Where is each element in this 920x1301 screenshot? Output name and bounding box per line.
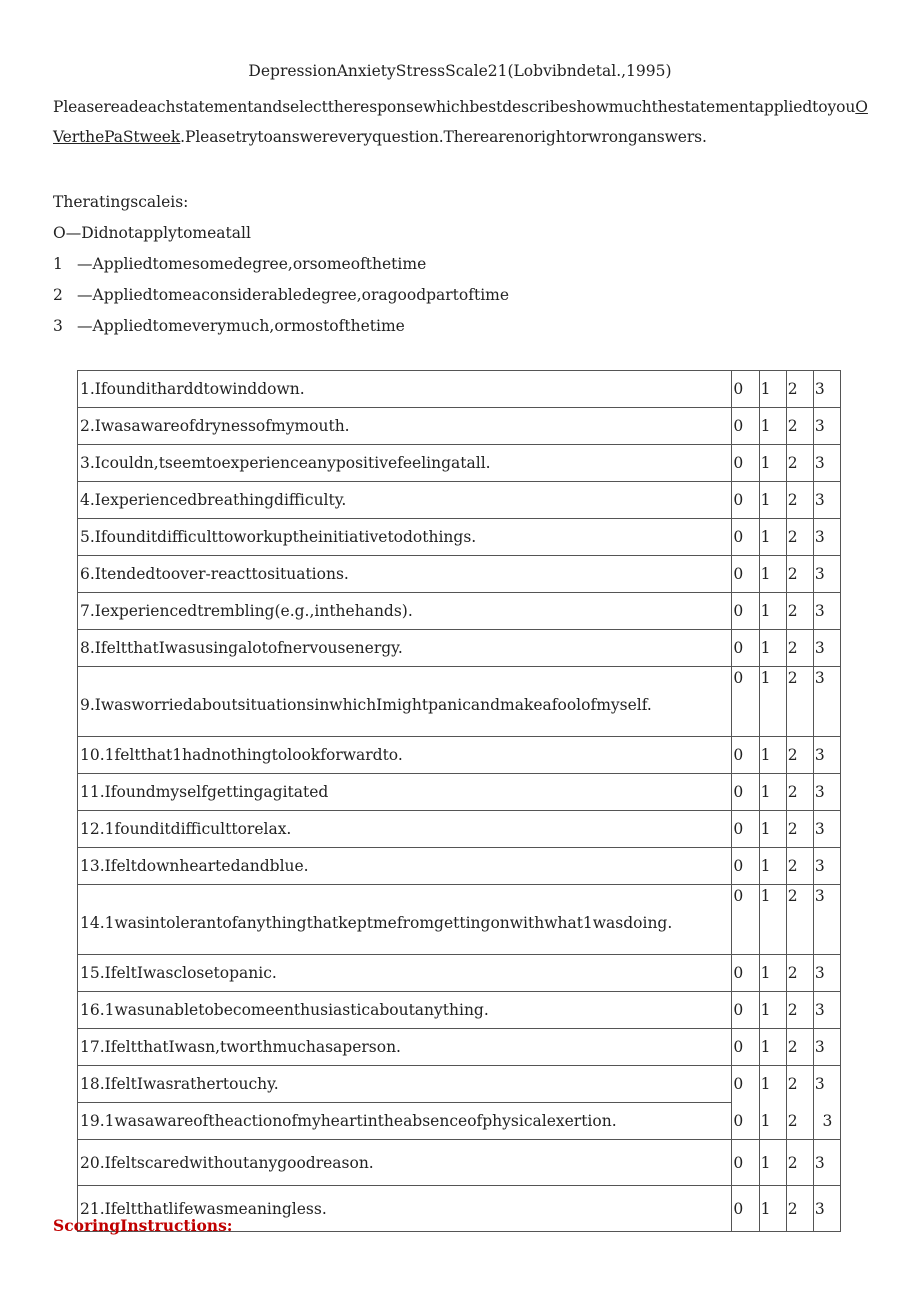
table-row <box>78 371 841 408</box>
option-0[interactable]: 0 <box>732 408 759 445</box>
item-text: 18.IfeltIwasrathertouchy. <box>78 1066 732 1103</box>
table-row <box>78 556 841 593</box>
option-3[interactable]: 3 <box>813 482 840 519</box>
option-2[interactable]: 2 <box>786 593 813 630</box>
option-3[interactable]: 3 <box>813 519 840 556</box>
option-2[interactable]: 2 <box>786 1029 813 1066</box>
rating-level-num: 2 <box>53 286 63 304</box>
option-2[interactable]: 2 <box>786 667 813 737</box>
option-1[interactable]: 1 <box>759 992 786 1029</box>
table-row <box>78 445 841 482</box>
table-row <box>78 1103 841 1140</box>
option-1[interactable]: 1 <box>759 885 786 955</box>
item-text: 8.IfeltthatIwasusingalotofnervousenergy. <box>78 630 732 667</box>
option-2[interactable]: 2 <box>786 737 813 774</box>
option-1[interactable]: 1 <box>759 1140 786 1186</box>
option-2[interactable]: 2 <box>786 482 813 519</box>
option-0[interactable]: 0 <box>732 774 759 811</box>
option-1[interactable]: 1 <box>759 737 786 774</box>
option-1[interactable]: 1 <box>759 1186 786 1232</box>
option-0[interactable]: 0 <box>732 519 759 556</box>
option-0[interactable]: 0 <box>732 811 759 848</box>
rating-level-2 <box>53 286 509 304</box>
option-2[interactable]: 2 <box>786 848 813 885</box>
rating-level-3 <box>53 317 405 335</box>
option-0[interactable]: 0 <box>732 445 759 482</box>
table-row <box>78 1140 841 1186</box>
option-0[interactable]: 0 <box>732 885 759 955</box>
option-1[interactable]: 1 <box>759 1103 786 1140</box>
table-row <box>78 848 841 885</box>
option-3[interactable]: 3 <box>813 885 840 955</box>
option-2[interactable]: 2 <box>786 445 813 482</box>
option-0[interactable]: 0 <box>732 482 759 519</box>
option-1[interactable]: 1 <box>759 811 786 848</box>
table-row <box>78 811 841 848</box>
item-text: 10.1feltthat1hadnothingtolookforwardto. <box>78 737 732 774</box>
option-3[interactable]: 3 <box>813 556 840 593</box>
option-1[interactable]: 1 <box>759 1066 786 1103</box>
option-0[interactable]: 0 <box>732 630 759 667</box>
option-2[interactable]: 2 <box>786 1186 813 1232</box>
item-text: 3.Icouldn,tseemtoexperienceanypositivefeelingatall. <box>78 445 732 482</box>
option-1[interactable]: 1 <box>759 774 786 811</box>
rating-level-num: 3 <box>53 317 63 335</box>
option-1[interactable]: 1 <box>759 848 786 885</box>
instructions-underlined: OVerthePaStweek <box>53 98 868 146</box>
option-0[interactable]: 0 <box>732 593 759 630</box>
option-2[interactable]: 2 <box>786 885 813 955</box>
rating-level-1 <box>53 255 426 273</box>
item-text: 6.Itendedtoover-reacttosituations. <box>78 556 732 593</box>
option-1[interactable]: 1 <box>759 556 786 593</box>
item-text: 1.Ifounditharddtowinddown. <box>78 371 732 408</box>
rating-level-text: —Appliedtomeverymuch,ormostofthetime <box>77 317 405 335</box>
option-3[interactable]: 3 <box>813 992 840 1029</box>
option-3[interactable]: 3 <box>813 1066 840 1103</box>
option-0[interactable]: 0 <box>732 992 759 1029</box>
item-text: 19.1wasawareoftheactionofmyheartintheabsenceofphysicalexertion. <box>78 1103 732 1140</box>
option-2[interactable]: 2 <box>786 774 813 811</box>
option-2[interactable]: 2 <box>786 1140 813 1186</box>
option-3[interactable]: 3 <box>813 737 840 774</box>
rating-level-text: —Appliedtomesomedegree,orsomeofthetime <box>77 255 427 273</box>
item-text: 11.Ifoundmyselfgettingagitated <box>78 774 732 811</box>
table-row <box>78 1029 841 1066</box>
option-1[interactable]: 1 <box>759 519 786 556</box>
item-text: 13.Ifeltdownheartedandblue. <box>78 848 732 885</box>
option-2[interactable]: 2 <box>786 955 813 992</box>
option-3[interactable]: 3 <box>813 848 840 885</box>
table-row <box>78 408 841 445</box>
option-0[interactable]: 0 <box>732 1029 759 1066</box>
option-0[interactable]: 0 <box>732 848 759 885</box>
option-1[interactable]: 1 <box>759 667 786 737</box>
rating-level-text: —Didnotapplytomeatall <box>65 224 251 242</box>
item-text: 9.IwasworriedaboutsituationsinwhichImightpanicandmakeafoolofmyself. <box>78 667 732 737</box>
item-text: 20.Ifeltscaredwithoutanygoodreason. <box>78 1140 732 1186</box>
item-text: 16.1wasunabletobecomeenthusiasticaboutanything. <box>78 992 732 1029</box>
option-0[interactable]: 0 <box>732 371 759 408</box>
option-3[interactable]: 3 <box>813 630 840 667</box>
option-1[interactable]: 1 <box>759 371 786 408</box>
option-3[interactable]: 3 <box>813 1029 840 1066</box>
item-text: 7.Iexperiencedtrembling(e.g.,inthehands). <box>78 593 732 630</box>
scoring-instructions-heading: ScoringInstructions: <box>53 1216 233 1235</box>
item-text: 17.IfeltthatIwasn,tworthmuchasaperson. <box>78 1029 732 1066</box>
table-row <box>78 630 841 667</box>
instructions-text-end: .Pleasetrytoanswereveryquestion.Therearenorightorwronganswers. <box>180 128 707 146</box>
item-text: 5.Ifounditdifficulttoworkuptheinitiativetodothings. <box>78 519 732 556</box>
option-1[interactable]: 1 <box>759 482 786 519</box>
option-2[interactable]: 2 <box>786 1066 813 1103</box>
item-text: 14.1wasintolerantofanythingthatkeptmefromgettingonwithwhat1wasdoing. <box>78 885 732 955</box>
option-3[interactable]: 3 <box>813 408 840 445</box>
questionnaire-table <box>77 370 841 1232</box>
table-row <box>78 1066 841 1103</box>
table-row <box>78 885 841 955</box>
option-3[interactable]: 3 <box>813 955 840 992</box>
option-3[interactable]: 3 <box>813 811 840 848</box>
table-row <box>78 955 841 992</box>
option-2[interactable]: 2 <box>786 556 813 593</box>
rating-level-num: 1 <box>53 255 63 273</box>
option-1[interactable]: 1 <box>759 1029 786 1066</box>
option-2[interactable]: 2 <box>786 1103 813 1140</box>
option-3[interactable]: 3 <box>813 1140 840 1186</box>
option-1[interactable]: 1 <box>759 408 786 445</box>
option-1[interactable]: 1 <box>759 593 786 630</box>
option-3[interactable]: 3 <box>813 667 840 737</box>
rating-level-num: O <box>53 224 66 242</box>
table-row <box>78 774 841 811</box>
table-row <box>78 519 841 556</box>
option-0[interactable]: 0 <box>732 1140 759 1186</box>
option-0[interactable]: 0 <box>732 667 759 737</box>
option-0[interactable]: 0 <box>732 1186 759 1232</box>
option-0[interactable]: 0 <box>732 1066 759 1103</box>
option-0[interactable]: 0 <box>732 556 759 593</box>
option-1[interactable]: 1 <box>759 630 786 667</box>
option-3[interactable]: 3 <box>813 1103 840 1140</box>
option-2[interactable]: 2 <box>786 408 813 445</box>
table-row <box>78 737 841 774</box>
option-0[interactable]: 0 <box>732 1103 759 1140</box>
option-2[interactable]: 2 <box>786 519 813 556</box>
option-2[interactable]: 2 <box>786 630 813 667</box>
table-row <box>78 992 841 1029</box>
rating-level-0 <box>53 224 251 242</box>
table-row <box>78 593 841 630</box>
rating-level-text: —Appliedtomeaconsiderabledegree,oragoodpartoftime <box>77 286 510 304</box>
page-title: DepressionAnxietyStressScale21(Lobvibndetal.,1995) <box>248 62 672 80</box>
table-row <box>78 667 841 737</box>
option-2[interactable]: 2 <box>786 992 813 1029</box>
option-3[interactable]: 3 <box>813 371 840 408</box>
item-text: 4.Iexperiencedbreathingdifficulty. <box>78 482 732 519</box>
option-3[interactable]: 3 <box>813 774 840 811</box>
option-0[interactable]: 0 <box>732 737 759 774</box>
option-2[interactable]: 2 <box>786 811 813 848</box>
instructions-text: Pleasereadeachstatementandselecttheresponsewhichbestdescribeshowmuchthestatementappliedtoyou <box>53 98 856 116</box>
option-2[interactable]: 2 <box>786 371 813 408</box>
option-3[interactable]: 3 <box>813 593 840 630</box>
option-1[interactable]: 1 <box>759 955 786 992</box>
instructions <box>53 92 868 152</box>
option-1[interactable]: 1 <box>759 445 786 482</box>
option-3[interactable]: 3 <box>813 445 840 482</box>
item-text: 12.1founditdifficulttorelax. <box>78 811 732 848</box>
item-text: 21.Ifeltthatlifewasmeaningless. <box>78 1186 732 1232</box>
rating-scale-title: Theratingscaleis: <box>53 193 189 211</box>
table-row <box>78 482 841 519</box>
item-text: 2.Iwasawareofdrynessofmymouth. <box>78 408 732 445</box>
option-0[interactable]: 0 <box>732 955 759 992</box>
item-text: 15.IfeltIwasclosetopanic. <box>78 955 732 992</box>
option-3[interactable]: 3 <box>813 1186 840 1232</box>
